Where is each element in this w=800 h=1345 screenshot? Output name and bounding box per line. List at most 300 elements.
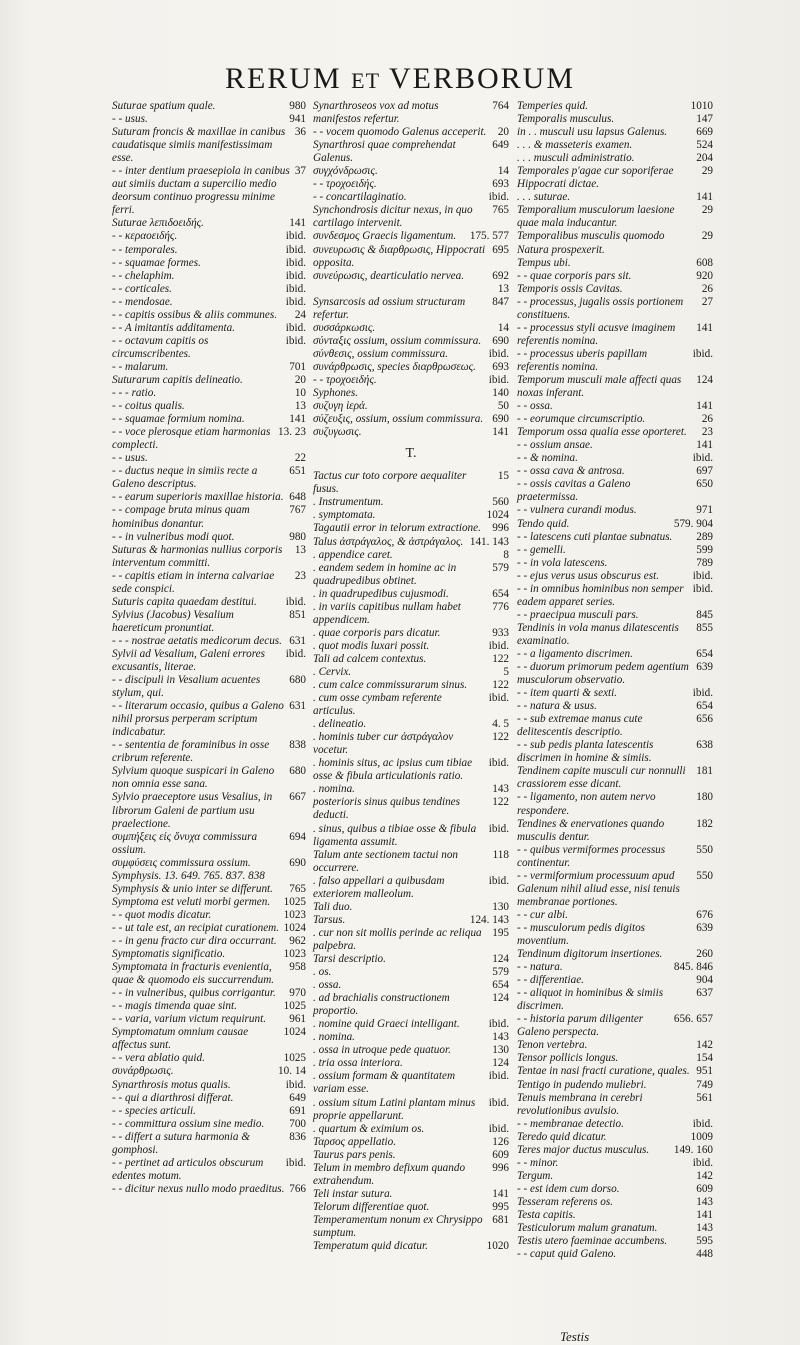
entry-text: Syphones.	[313, 387, 359, 400]
index-entry	[313, 470, 509, 496]
index-entry	[517, 478, 713, 504]
entry-page-ref: 980	[289, 100, 306, 112]
entry-page-ref: 24	[294, 308, 306, 321]
index-entry	[112, 1026, 306, 1052]
index-entry	[112, 270, 306, 283]
index-entry	[517, 739, 713, 765]
index-entry	[313, 666, 509, 679]
entry-page-ref: 579. 904	[673, 517, 713, 530]
entry-page-ref: 13	[497, 282, 509, 295]
entry-page-ref: 1025	[283, 895, 306, 908]
entry-page-ref: 141. 143	[469, 535, 509, 548]
entry-page-ref: 130	[492, 900, 509, 913]
index-entry	[313, 296, 509, 322]
index-entry	[112, 504, 306, 530]
entry-text: Testiculorum malum granatum.	[517, 1222, 658, 1235]
entry-text: - - octavum capitis os circumscribentes.	[112, 334, 209, 360]
index-entry	[112, 491, 306, 504]
index-entry	[313, 1070, 509, 1096]
index-entry	[313, 230, 509, 243]
entry-text: - - magis timenda quae sint.	[112, 1000, 237, 1013]
index-entry	[112, 922, 306, 935]
entry-text: - - eorumque circumscriptio.	[517, 413, 646, 426]
entry-text: Talus ἀστράγαλος, & ἀστράγαλος.	[313, 535, 464, 548]
entry-text: - - dicitur nexus nullo modo praeditus.	[112, 1182, 285, 1195]
entry-page-ref: ibid.	[692, 569, 713, 582]
entry-page-ref: 175. 577	[469, 230, 509, 243]
entry-text: Temporis ossis Cavitas.	[517, 282, 623, 295]
entry-page-ref: 143	[696, 1195, 713, 1208]
entry-page-ref: 637	[696, 987, 713, 1000]
entry-text: - - ligamento, non autem nervo respondere.	[517, 791, 656, 817]
index-entry	[112, 1118, 306, 1131]
entry-page-ref: 690	[492, 334, 509, 347]
entry-page-ref: 124	[492, 1057, 509, 1070]
entry-text: - - usus.	[112, 452, 148, 465]
index-entry	[112, 452, 306, 465]
entry-text: . . . musculi administratio.	[517, 152, 635, 165]
index-entry	[517, 1131, 713, 1144]
entry-text: - - literarum occasio, quibus a Galeno nihil prorsus perperam scriptum indicabatur.	[112, 700, 284, 739]
entry-text: - - ductus neque in simiis recte a Galeno descriptus.	[112, 465, 258, 491]
entry-text: - - vulnera curandi modus.	[517, 504, 637, 517]
entry-text: - - cur albi.	[517, 908, 568, 921]
index-entry	[313, 400, 509, 413]
index-entry	[313, 783, 509, 796]
entry-text: Telorum differentiae quot.	[313, 1200, 430, 1213]
index-entry	[313, 1031, 509, 1044]
entry-page-ref: 631	[289, 700, 306, 713]
index-entry	[112, 935, 306, 948]
entry-text: Tarsus.	[313, 913, 346, 926]
entry-text: Tali duo.	[313, 900, 353, 913]
entry-text: . . . & masseteris examen.	[517, 139, 633, 152]
index-entry	[313, 348, 509, 361]
index-entry	[313, 522, 509, 535]
entry-page-ref: 1009	[690, 1130, 713, 1143]
entry-text: Synchondrosis dicitur nexus, in quo cartilago intervenit.	[313, 204, 473, 230]
entry-text: - - natura.	[517, 961, 563, 974]
entry-page-ref: 693	[492, 178, 509, 191]
index-entry	[517, 974, 713, 987]
index-entry	[517, 296, 713, 322]
index-entry	[112, 126, 306, 165]
index-entry	[112, 544, 306, 570]
index-entry	[313, 1214, 509, 1240]
entry-page-ref: 13	[294, 543, 306, 556]
index-entry	[313, 640, 509, 653]
entry-text: Tentae in nasi fracti curatione, quales.	[517, 1065, 690, 1078]
index-entry	[112, 883, 306, 896]
entry-text: Temperies quid.	[517, 100, 589, 112]
entry-page-ref: 941	[289, 113, 306, 126]
entry-text: - - τροχοειδής.	[313, 178, 377, 191]
index-entry	[112, 609, 306, 635]
entry-page-ref: 1020	[486, 1240, 509, 1253]
entry-text: - - praecipua musculi pars.	[517, 608, 639, 621]
index-entry	[112, 309, 306, 322]
index-entry	[517, 1013, 713, 1039]
entry-page-ref: 124	[696, 373, 713, 386]
entry-page-ref: 5	[503, 665, 509, 678]
entry-page-ref: 1024	[486, 509, 509, 522]
entry-text: . in quadrupedibus cujusmodi.	[313, 587, 449, 600]
entry-text: - - in vola latescens.	[517, 556, 608, 569]
entry-page-ref: 142	[696, 1039, 713, 1052]
entry-page-ref: 20	[294, 373, 306, 386]
entry-text: - - ossa.	[517, 400, 553, 413]
index-entry	[313, 627, 509, 640]
entry-text: - - committura ossium sine medio.	[112, 1117, 265, 1130]
index-entry	[313, 496, 509, 509]
index-entry	[112, 113, 306, 126]
entry-text: - - corticales.	[112, 282, 172, 295]
entry-page-ref: 845. 846	[673, 961, 713, 974]
index-entry	[517, 818, 713, 844]
entry-text: - - concartilaginatio.	[313, 191, 407, 204]
entry-text: . eandem sedem in homine ac in quadrupedibus obtinet.	[313, 561, 457, 587]
index-entry	[112, 1183, 306, 1196]
entry-text: Suturam froncis & maxillae in canibus caudatisque simiis manifestissimam esse.	[112, 126, 286, 165]
entry-page-ref: 10	[294, 387, 306, 400]
entry-page-ref: 654	[492, 979, 509, 992]
index-entry	[313, 322, 509, 335]
entry-text: - - in genu fracto cur dira occurrant.	[112, 935, 277, 947]
entry-page-ref: ibid.	[285, 230, 306, 243]
index-entry	[112, 648, 306, 674]
entry-text: Telum in membro defixum quando extrahendum.	[313, 1161, 466, 1187]
index-entry	[112, 1131, 306, 1157]
entry-text: - - chelaphim.	[112, 269, 175, 282]
entry-page-ref: 149. 160	[673, 1143, 713, 1156]
entry-page-ref: 124	[492, 953, 509, 965]
entry-text: Synarthroseos vox ad motus manifestos refertur.	[313, 100, 439, 126]
entry-page-ref: 1010	[690, 100, 713, 112]
entry-text: - - historia parum diligenter Galeno perspecta.	[517, 1013, 644, 1039]
entry-text: Symptoma est veluti morbi germen.	[112, 895, 271, 908]
index-entry	[517, 1222, 713, 1235]
entry-page-ref: 141	[492, 1187, 509, 1200]
entry-page-ref: ibid.	[488, 822, 509, 835]
index-entry	[313, 562, 509, 588]
entry-page-ref: 650	[696, 478, 713, 491]
entry-text: - - τροχοειδής.	[313, 373, 377, 386]
entry-page-ref: 1025	[283, 1000, 306, 1013]
entry-page-ref: 29	[701, 230, 713, 243]
entry-page-ref: 970	[289, 987, 306, 1000]
entry-page-ref: 143	[492, 783, 509, 796]
entry-text: . . . suturae.	[517, 191, 571, 204]
index-entry	[313, 1240, 509, 1253]
entry-text: . falso appellari a quibusdam exteriorem malleolum.	[313, 874, 445, 900]
index-entry	[517, 791, 713, 817]
entry-text: - - squamae formes.	[112, 256, 201, 269]
index-column-2	[313, 100, 509, 1253]
entry-page-ref: 15	[497, 470, 509, 483]
entry-page-ref: 649	[289, 1091, 306, 1104]
index-entry	[517, 1079, 713, 1092]
entry-text: Tendinem capite musculi cur nonnulli crassiorem esse dicant.	[517, 765, 686, 791]
entry-text: συνάρθρωσις.	[112, 1065, 174, 1078]
index-entry	[313, 126, 509, 139]
entry-text: συνευρωσις & διαρθρωσις, Hippocrati opposita.	[313, 243, 486, 269]
entry-page-ref: 143	[696, 1222, 713, 1235]
index-entry	[517, 126, 713, 139]
entry-text: - - in vulneribus, quibus corrigantur.	[112, 987, 276, 1000]
index-entry	[517, 1183, 713, 1196]
index-entry	[112, 531, 306, 544]
entry-text: - - voce plerosque etiam harmonias complecti.	[112, 426, 271, 452]
entry-text: . Instrumentum.	[313, 496, 384, 509]
index-entry	[112, 791, 306, 830]
entry-page-ref: 29	[701, 165, 713, 178]
entry-text: Temperatum quid dicatur.	[313, 1240, 428, 1253]
index-entry	[112, 857, 306, 870]
entry-page-ref: 847	[492, 295, 509, 308]
entry-text: Testis utero faeminae accumbens.	[517, 1235, 668, 1248]
entry-text: - - ossis cavitas a Galeno praetermissa.	[517, 478, 631, 504]
index-entry	[517, 648, 713, 661]
index-entry	[313, 796, 509, 822]
index-entry	[313, 1149, 509, 1162]
index-entry	[517, 413, 713, 426]
entry-text: Tagautii error in telorum extractione.	[313, 522, 481, 535]
entry-page-ref: 50	[497, 400, 509, 413]
index-entry	[517, 1144, 713, 1157]
entry-page-ref: 550	[696, 843, 713, 856]
entry-page-ref: 26	[701, 282, 713, 295]
entry-text: Temporum musculi male affecti quas noxas inferant.	[517, 373, 682, 400]
entry-text: - - sub pedis planta latescentis discrimen in homine & simiis.	[517, 739, 654, 765]
index-entry	[313, 178, 509, 191]
entry-text: - - coitus qualis.	[112, 400, 185, 413]
index-entry	[517, 165, 713, 191]
entry-page-ref: 579	[492, 561, 509, 574]
entry-text: . os.	[313, 966, 332, 979]
entry-page-ref: 141	[696, 400, 713, 413]
index-entry	[517, 322, 713, 348]
entry-text: Symptomata in fracturis evenientia, quae & quomodo eis succurrendum.	[112, 961, 275, 987]
index-entry	[112, 700, 306, 739]
index-entry	[313, 413, 509, 426]
entry-page-ref: 579	[492, 966, 509, 979]
entry-text: Temperamentum nonum ex Chrysippo sumptum.	[313, 1213, 483, 1239]
entry-text: . nomine quid Graeci intelligant.	[313, 1018, 460, 1031]
entry-page-ref: 631	[289, 634, 306, 647]
index-entry	[517, 765, 713, 791]
entry-page-ref: 4. 5	[492, 718, 509, 731]
entry-text: - - ossium ansae.	[517, 439, 593, 452]
entry-page-ref: 524	[696, 139, 713, 152]
index-entry	[112, 961, 306, 987]
index-entry	[313, 1097, 509, 1123]
entry-text: posterioris sinus quibus tendines deducti.	[313, 796, 460, 822]
entry-text: Tendo quid.	[517, 517, 570, 530]
entry-page-ref: 26	[701, 413, 713, 426]
entry-page-ref: 23	[294, 569, 306, 582]
index-entry	[517, 948, 713, 961]
entry-page-ref: 656	[696, 713, 713, 726]
entry-page-ref: 681	[492, 1213, 509, 1226]
entry-page-ref: 904	[696, 974, 713, 987]
index-entry	[313, 1018, 509, 1031]
entry-page-ref: 141	[289, 413, 306, 426]
index-entry	[313, 992, 509, 1018]
entry-text: Temporum ossa qualia esse oporteret.	[517, 426, 687, 439]
index-entry	[517, 1209, 713, 1222]
entry-page-ref: 124	[492, 992, 509, 1005]
index-entry	[517, 909, 713, 922]
entry-text: - - ut tale est, an recipiat curationem.	[112, 921, 280, 934]
index-column-1	[112, 100, 306, 1196]
entry-text: σύζευξις, ossium, ossium commissura.	[313, 413, 484, 426]
entry-page-ref: 764	[492, 100, 509, 112]
entry-text: - - squamae formium nomina.	[112, 413, 245, 426]
entry-page-ref: 608	[696, 256, 713, 269]
entry-text: Teres major ductus musculus.	[517, 1143, 650, 1156]
header-mid: ET	[351, 68, 381, 93]
entry-text: Tali ad calcem contextus.	[313, 652, 427, 665]
entry-text: συσσάρκωσις.	[313, 321, 376, 334]
entry-text: Sylvius (Jacobus) Vesalium haereticum pronuntiat.	[112, 608, 234, 634]
index-entry	[112, 909, 306, 922]
index-entry	[313, 927, 509, 953]
entry-page-ref: 141	[696, 321, 713, 334]
entry-page-ref: 1023	[283, 908, 306, 921]
entry-page-ref: 700	[289, 1117, 306, 1130]
entry-page-ref: 8	[503, 548, 509, 561]
entry-page-ref: 697	[696, 465, 713, 478]
entry-text: - - in vulneribus modi quot.	[112, 530, 235, 543]
index-column-3	[517, 100, 713, 1261]
entry-page-ref: 838	[289, 739, 306, 752]
entry-text: - - a ligamento discrimen.	[517, 647, 633, 660]
entry-text: - - processus styli acusve imaginem referentis nomina.	[517, 321, 676, 347]
entry-text: . nomina.	[313, 1031, 355, 1044]
index-entry	[313, 979, 509, 992]
entry-text: - - capitis ossibus & aliis communes.	[112, 308, 278, 321]
index-entry	[112, 948, 306, 961]
entry-text: - - aliquot in hominibus & simiis discrimen.	[517, 987, 664, 1013]
entry-page-ref: 789	[696, 556, 713, 569]
index-entry	[112, 244, 306, 257]
entry-text: . hominis situs, ac ipsius cum tibiae osse & fibula articulationis ratio.	[313, 757, 473, 783]
index-entry	[517, 609, 713, 622]
entry-text: - - & nomina.	[517, 452, 578, 465]
entry-page-ref: ibid.	[488, 191, 509, 204]
entry-page-ref: 14	[497, 321, 509, 334]
index-entry	[517, 270, 713, 283]
index-entry	[517, 583, 713, 609]
entry-page-ref: ibid.	[488, 874, 509, 887]
index-entry	[517, 1248, 713, 1261]
index-entry	[517, 1039, 713, 1052]
entry-page-ref: 933	[492, 626, 509, 639]
entry-text: . symptomata.	[313, 509, 376, 522]
entry-page-ref: 289	[696, 530, 713, 543]
entry-text: συζυγη ἱερά.	[313, 400, 368, 413]
index-entry	[517, 452, 713, 465]
entry-text: Tenon vertebra.	[517, 1039, 588, 1052]
index-entry	[517, 1170, 713, 1183]
index-entry	[112, 335, 306, 361]
entry-text: . quot modis luxari possit.	[313, 639, 430, 652]
entry-page-ref: 701	[289, 360, 306, 373]
entry-page-ref: 140	[492, 387, 509, 400]
entry-text: - - quae corporis pars sit.	[517, 269, 632, 282]
index-entry	[517, 1157, 713, 1170]
index-entry	[517, 400, 713, 413]
entry-text: - - compage bruta minus quam hominibus donantur.	[112, 504, 250, 530]
entry-page-ref: 599	[696, 543, 713, 556]
entry-text: Suturis capita quaedam destitui.	[112, 595, 257, 608]
entry-page-ref: ibid.	[692, 1156, 713, 1169]
entry-page-ref: 680	[289, 765, 306, 778]
entry-text: - - sententia de foraminibus in osse cribrum referente.	[112, 739, 270, 765]
entry-text: . sinus, quibus a tibiae osse & fibula ligamenta assumit.	[313, 822, 477, 848]
entry-text: - - discipuli in Vesalium acuentes stylum, qui.	[112, 674, 261, 700]
entry-page-ref: 195	[492, 926, 509, 939]
entry-text: Synarthrosis motus qualis.	[112, 1078, 231, 1091]
index-entry	[517, 622, 713, 648]
entry-page-ref: ibid.	[692, 452, 713, 465]
entry-text: Sylvio praeceptore usus Vesalius, in librorum Galeni de partium usu praelectione.	[112, 791, 273, 830]
entry-page-ref: 609	[696, 1182, 713, 1195]
index-entry	[517, 870, 713, 909]
index-entry	[517, 439, 713, 452]
entry-page-ref: 1024	[283, 1026, 306, 1039]
index-entry	[112, 230, 306, 243]
entry-text: Temporalium musculorum laesione quae mala inducantur.	[517, 204, 675, 230]
index-entry	[517, 570, 713, 583]
index-entry	[517, 1092, 713, 1118]
index-entry	[313, 1044, 509, 1057]
index-entry	[313, 374, 509, 387]
entry-page-ref: 749	[696, 1078, 713, 1091]
entry-text: - - item quarti & sexti.	[517, 687, 618, 700]
entry-text: Testa capitis.	[517, 1208, 576, 1221]
index-entry	[517, 687, 713, 700]
index-entry	[517, 1118, 713, 1131]
entry-text: Tendinum digitorum insertiones.	[517, 948, 663, 961]
entry-page-ref: 561	[696, 1091, 713, 1104]
index-entry	[517, 700, 713, 713]
index-entry	[313, 588, 509, 601]
index-entry	[313, 1188, 509, 1201]
index-entry	[517, 1052, 713, 1065]
entry-page-ref: ibid.	[285, 595, 306, 608]
entry-page-ref: 13. 23	[278, 426, 306, 439]
entry-page-ref: ibid.	[285, 256, 306, 269]
entry-page-ref: 995	[492, 1200, 509, 1213]
index-entry	[112, 1000, 306, 1013]
index-entry	[313, 692, 509, 718]
entry-page-ref: 13	[294, 400, 306, 413]
index-entry	[517, 1196, 713, 1209]
index-entry	[517, 191, 713, 204]
entry-text: Suturae λεπιδοειδής.	[112, 217, 204, 230]
entry-text: Suturas & harmonias nullius corporis interventum committi.	[112, 543, 283, 569]
entry-page-ref: 669	[696, 126, 713, 139]
entry-page-ref: 27	[701, 295, 713, 308]
entry-text: . cur non sit mollis perinde ac reliqua palpebra.	[313, 926, 482, 952]
entry-page-ref: 154	[696, 1052, 713, 1065]
entry-text: - - ossa cava & antrosa.	[517, 465, 625, 478]
entry-page-ref: ibid.	[692, 347, 713, 360]
entry-page-ref: 851	[289, 608, 306, 621]
entry-page-ref: 141	[289, 217, 306, 230]
entry-text: - - - ratio.	[112, 387, 157, 400]
